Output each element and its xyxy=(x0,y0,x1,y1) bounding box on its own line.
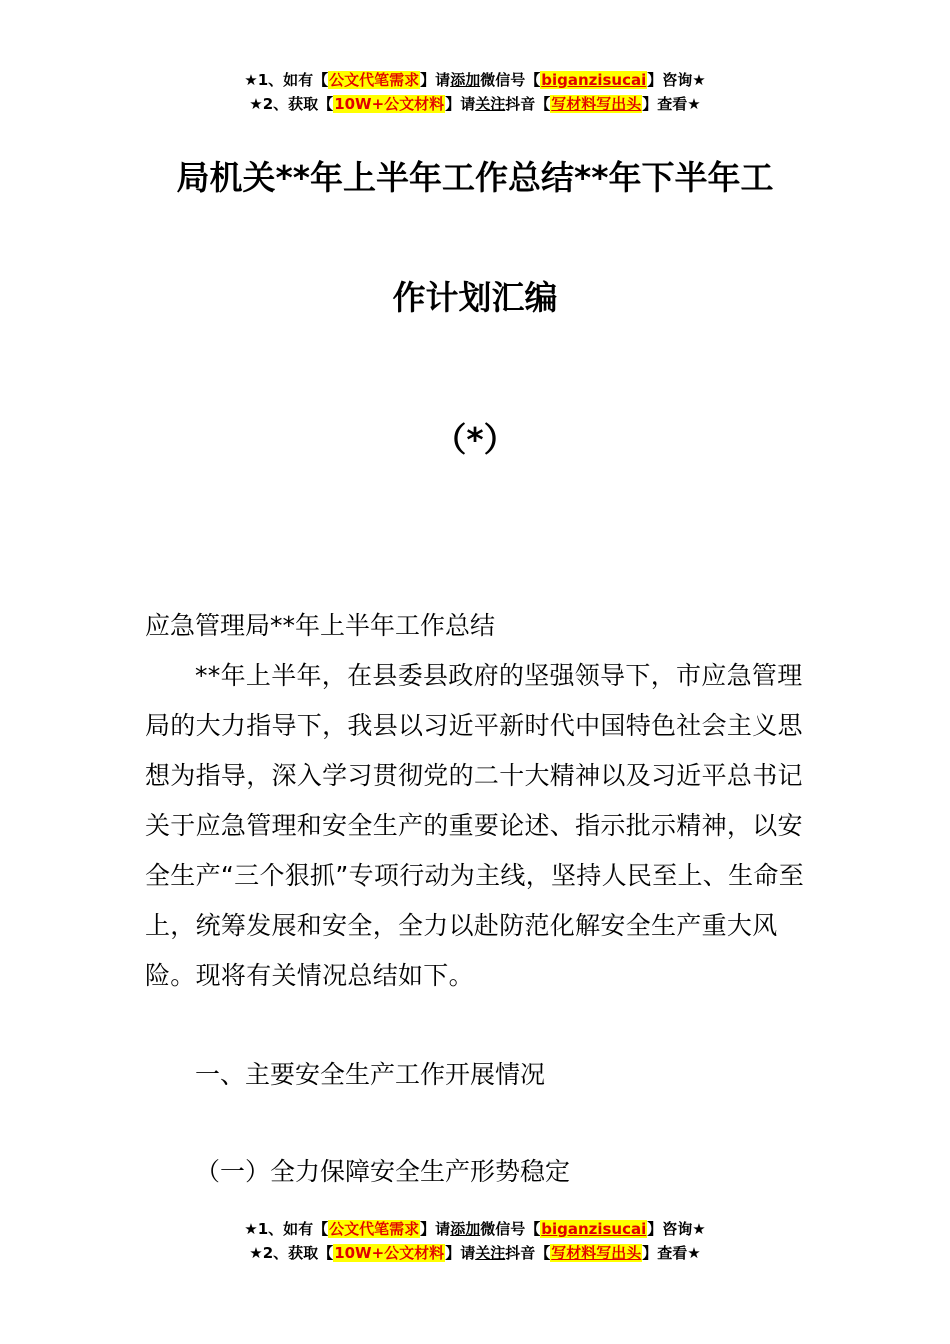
promo-text: 抖音【 xyxy=(505,95,551,113)
section-title: 应急管理局**年上半年工作总结 xyxy=(145,611,496,640)
document-title-line-2: 作计划汇编 xyxy=(392,278,558,317)
promo-text: 】请 xyxy=(420,1220,451,1238)
promo-text: 微信号【 xyxy=(480,71,541,89)
promo-text: 】咨询★ xyxy=(647,1220,706,1238)
promo-highlight: 公文代笔需求 xyxy=(329,71,420,89)
promo-highlight: 10W+公文材料 xyxy=(334,1244,445,1262)
promo-text: 】请 xyxy=(445,95,476,113)
intro-paragraph: **年上半年，在县委县政府的坚强领导下，市应急管理局的大力指导下，我县以习近平新时代中国特色社会主义思想为指导，深入学习贯彻党的二十大精神以及习近平总书记关于应急管理和安全生产的重要论述、指示批示精神，以安全生产“三个狠抓”专项行动为主线，坚持人民至上、生命至上，统筹发展和安全，全力以赴防范化解安全生产重大风险。现将有关情况总结如下。 xyxy=(145,661,805,990)
promo-highlight: 10W+公文材料 xyxy=(334,95,445,113)
wechat-id-link[interactable]: biganzisucai xyxy=(541,1220,647,1238)
promo-underlined-text: 关注 xyxy=(475,95,506,113)
promo-text: 】查看★ xyxy=(642,1244,701,1262)
header-promo-banner xyxy=(0,68,950,116)
promo-highlight: 公文代笔需求 xyxy=(329,1220,420,1238)
promo-line-1 xyxy=(0,1217,950,1241)
footer-promo-banner xyxy=(0,1217,950,1265)
douyin-account-link[interactable]: 写材料写出头 xyxy=(551,1244,642,1262)
document-title-line-1: 局机关**年上半年工作总结**年下半年工 xyxy=(176,158,774,197)
promo-text: ★2、获取【 xyxy=(249,1244,334,1262)
wechat-id-link[interactable]: biganzisucai xyxy=(541,71,647,89)
promo-text: ★2、获取【 xyxy=(249,95,334,113)
promo-text: 】请 xyxy=(420,71,451,89)
promo-line-2 xyxy=(0,1241,950,1265)
promo-line-1 xyxy=(0,68,950,92)
promo-text: 抖音【 xyxy=(505,1244,551,1262)
promo-text: 】查看★ xyxy=(642,95,701,113)
promo-underlined-text: 添加 xyxy=(450,1220,481,1238)
promo-text: ★1、如有【 xyxy=(244,1220,329,1238)
promo-text: 微信号【 xyxy=(480,1220,541,1238)
douyin-account-link[interactable]: 写材料写出头 xyxy=(551,95,642,113)
promo-text: ★1、如有【 xyxy=(244,71,329,89)
promo-underlined-text: 关注 xyxy=(475,1244,506,1262)
heading-level-1: 一、主要安全生产工作开展情况 xyxy=(195,1060,546,1089)
promo-underlined-text: 添加 xyxy=(450,71,481,89)
heading-level-2: （一）全力保障安全生产形势稳定 xyxy=(195,1157,571,1186)
document-title-line-3: （*） xyxy=(433,420,517,459)
promo-line-2 xyxy=(0,92,950,116)
promo-text: 】请 xyxy=(445,1244,476,1262)
promo-text: 】咨询★ xyxy=(647,71,706,89)
